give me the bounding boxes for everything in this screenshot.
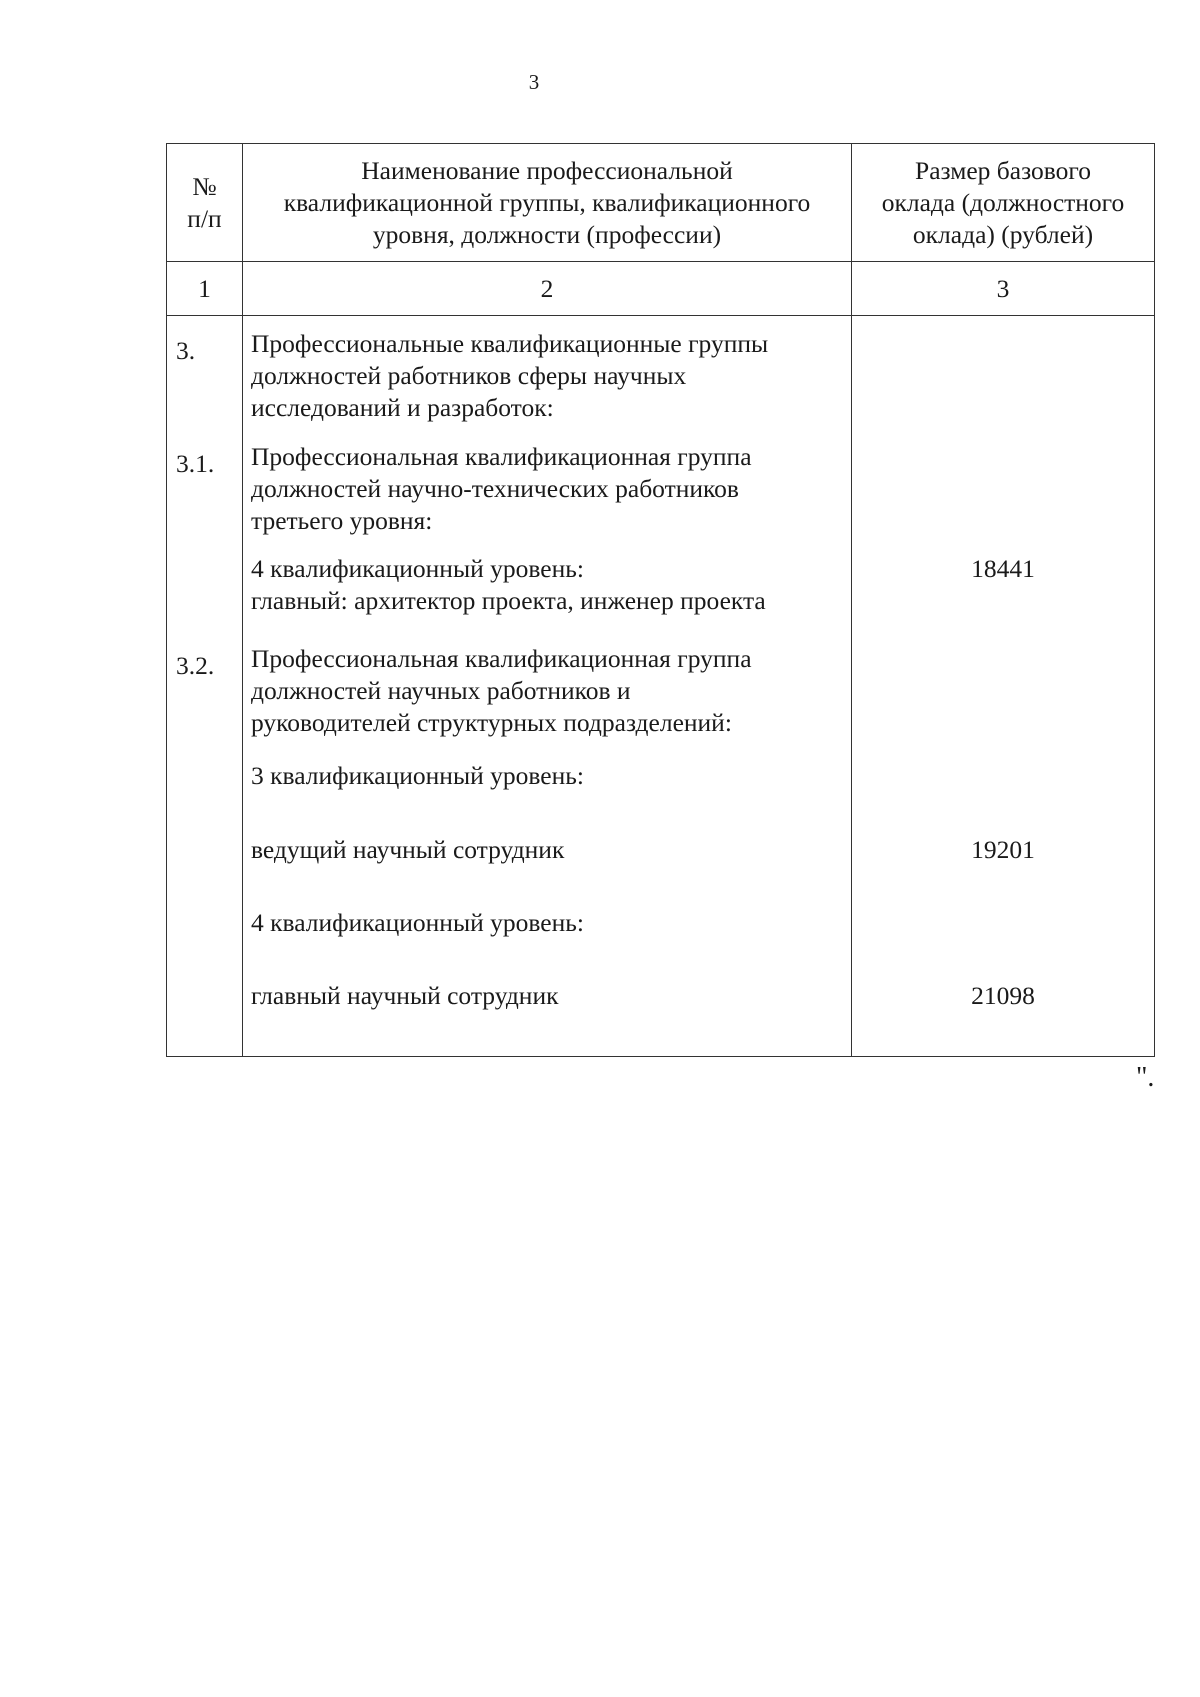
text-line: должностей научно-технических работников (251, 474, 739, 503)
values-cell (852, 316, 1155, 1057)
group-title (251, 441, 752, 537)
header-salary-line: Размер базового (915, 155, 1091, 185)
header-salary-line: оклада (должностного (881, 187, 1125, 217)
position-name: главный научный сотрудник (251, 981, 559, 1010)
text-line: Профессиональные квалификационные группы (251, 329, 769, 358)
header-number-line: п/п (187, 203, 222, 233)
column-number: 2 (243, 262, 852, 316)
page-number: 3 (528, 70, 540, 94)
header-number (167, 144, 243, 262)
level-label: 4 квалификационный уровень: (251, 908, 584, 937)
column-number: 3 (852, 262, 1155, 316)
text-line: должностей научных работников и (251, 676, 631, 705)
text-line: Профессиональная квалификационная группа (251, 644, 752, 673)
row-number: 3. (176, 336, 196, 365)
header-number-line: № (192, 171, 217, 201)
text-line: должностей работников сферы научных (251, 361, 687, 390)
table-header-row (167, 144, 1155, 262)
level-block (251, 553, 766, 617)
column-number-row (167, 262, 1155, 316)
header-name-line: уровня, должности (профессии) (372, 219, 722, 249)
column-number: 1 (167, 262, 243, 316)
header-salary-line: оклада) (рублей) (912, 219, 1094, 249)
text-line: главный: архитектор проекта, инженер проекта (251, 586, 766, 615)
row-number: 3.2. (176, 651, 215, 680)
text-line: руководителей структурных подразделений: (251, 708, 732, 737)
numbers-cell (167, 316, 243, 1057)
header-name-line: квалификационной группы, квалификационного (283, 187, 811, 217)
text-line: третьего уровня: (251, 506, 433, 535)
row-number: 3.1. (176, 449, 215, 478)
header-salary (852, 144, 1155, 262)
names-cell (243, 316, 852, 1057)
header-name (243, 144, 852, 262)
position-name: ведущий научный сотрудник (251, 835, 565, 864)
group-title (251, 328, 768, 424)
table-body-row (167, 316, 1155, 1057)
salary-table (166, 143, 1155, 1057)
group-title (251, 643, 752, 739)
text-line: исследований и разработок: (251, 393, 554, 422)
salary-value: 21098 (971, 981, 1035, 1010)
salary-value: 18441 (971, 554, 1035, 583)
closing-quote: ". (1136, 1062, 1155, 1093)
salary-value: 19201 (971, 835, 1035, 864)
level-label: 3 квалификационный уровень: (251, 761, 584, 790)
text-line: 4 квалификационный уровень: (251, 554, 584, 583)
text-line: Профессиональная квалификационная группа (251, 442, 752, 471)
header-name-line: Наименование профессиональной (361, 155, 733, 185)
